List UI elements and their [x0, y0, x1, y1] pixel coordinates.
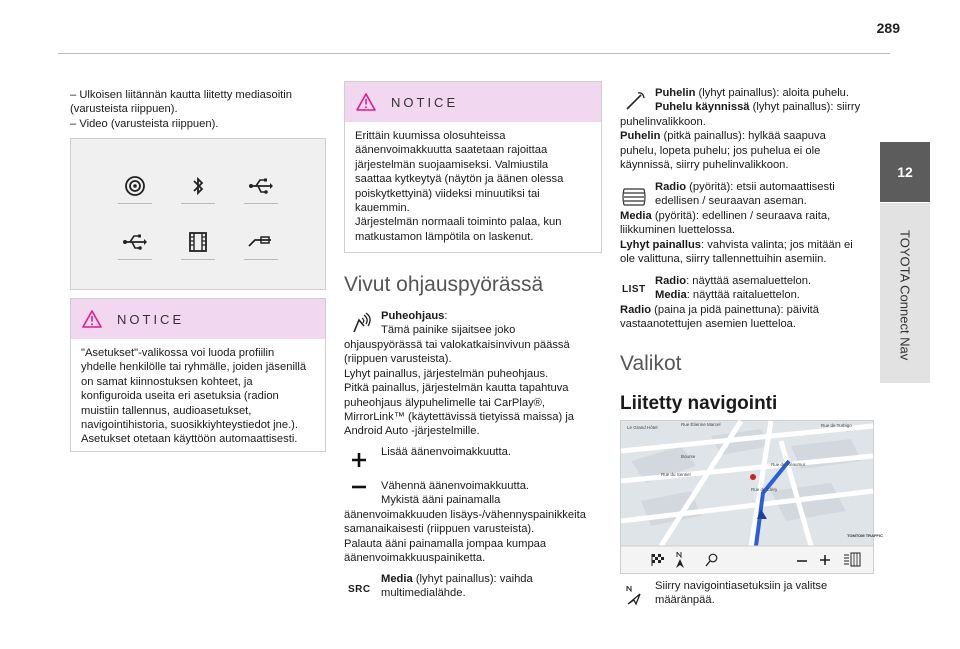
radio-rest: (pyöritä): etsii automaattisesti	[686, 181, 835, 193]
notice-temperature	[344, 81, 602, 253]
radio-bold: Radio	[655, 181, 687, 193]
notice-line: järjestelmän suojaamiseksi. Valmiustila	[355, 158, 549, 171]
media-source-aux	[231, 231, 291, 281]
notice-line: muistiin tallennus, audioasetukset,	[81, 404, 252, 417]
notice-line: matkustamon lämpötila on laskenut.	[355, 230, 534, 243]
media-bold: Media	[620, 210, 652, 222]
notice-line: yhdelle henkilölle tai ryhmälle, joiden jäsenillä	[81, 361, 307, 374]
minus-icon	[351, 484, 367, 490]
volume-down-line: Mykistä ääni painamalla	[381, 494, 501, 507]
volume-up-text: Lisää äänenvoimakkuutta.	[381, 446, 511, 458]
phone-long-rest: (pitkä painallus): hylkää saapuva	[660, 130, 826, 143]
notice-line: "Asetukset"-valikossa voi luoda profiilin	[81, 347, 275, 359]
intro-line: – Ulkoisen liitännän kautta liitetty mediasoitin	[70, 89, 293, 101]
voice-title: Puheohjaus	[381, 310, 445, 322]
media-line	[620, 238, 875, 252]
src-label: SRC	[348, 584, 371, 595]
list-radio-bold: Radio	[655, 275, 687, 287]
phone-line	[655, 100, 870, 114]
voice-head	[381, 309, 601, 338]
navigation-arrow-icon[interactable]	[673, 551, 687, 569]
chapter-number-tab	[880, 142, 930, 202]
voice-title-line	[381, 309, 601, 323]
radio-icon	[124, 175, 146, 197]
phone-line: puhelinvalikkoon.	[620, 116, 706, 128]
media-line: liikkuminen luettelossa.	[620, 224, 736, 237]
aux-icon	[247, 231, 275, 253]
call-rest: (lyhyt painallus): siirry	[749, 101, 861, 114]
section-heading-menus: Valikot	[620, 352, 682, 375]
traffic-label: TOMTOM TRAFFIC	[847, 533, 883, 538]
navigation-map-screenshot	[620, 420, 883, 574]
list-radio-rest: : näyttää asemaluettelon.	[686, 275, 812, 287]
notice-header	[71, 299, 325, 339]
map-label: Bourse	[681, 454, 696, 459]
map-label: Rue du Sentier	[661, 472, 692, 477]
map-label: Rue de Réaumur	[771, 462, 806, 467]
list-long-bold: Radio	[620, 304, 652, 316]
media-source-usb-2	[105, 231, 165, 281]
bluetooth-icon	[187, 175, 209, 197]
usb-icon	[122, 231, 148, 253]
navigation-line: määränpää.	[655, 594, 715, 607]
chapter-label: TOYOTA Connect Nav	[897, 229, 913, 361]
voice-line: Pitkä painallus, järjestelmän kautta tapahtuva	[344, 382, 569, 395]
navigation-line: Siirry navigointiasetuksiin ja valitse	[655, 580, 828, 592]
notice-line: Erittäin kuumissa olosuhteissa	[355, 130, 506, 142]
list-line	[620, 303, 875, 317]
volume-down-line: äänenvoimakkuuspainiketta.	[344, 552, 486, 565]
notice-line: konfiguroida useita eri asetuksia (radion	[81, 390, 279, 403]
phone-text	[620, 115, 875, 173]
voice-command-icon	[350, 312, 372, 334]
phone-line: käynnissä, siirry puhelinvalikkoon.	[620, 159, 789, 172]
radio-line	[655, 180, 870, 194]
video-icon	[187, 231, 209, 253]
section-heading-connected-nav: Liitetty navigointi	[620, 393, 778, 414]
notice-line: Asetukset otetaan käyttöön automaattisesti.	[81, 433, 298, 446]
list-label: LIST	[622, 284, 646, 295]
phone-bold: Puhelin	[655, 87, 696, 99]
notice-line: poiskytkettyinä) viideksi minuutiksi tai	[355, 187, 540, 200]
media-text	[620, 209, 875, 267]
media-line	[620, 209, 875, 223]
volume-down-line: samanaikaisesti (riippuen varusteista).	[344, 523, 535, 536]
media-rest: (pyöritä): edellinen / seuraava raita,	[651, 210, 831, 222]
volume-down-line: Palauta ääni painamalla jompaa kumpaa	[344, 537, 547, 550]
header-rule	[58, 53, 890, 54]
list-head	[655, 274, 870, 303]
short-rest: : vahvista valinta; jos mitään ei	[701, 238, 853, 251]
notice-title: NOTICE	[117, 311, 185, 327]
list-media-rest: : näyttää raitaluettelon.	[686, 289, 800, 302]
warning-icon	[81, 309, 103, 329]
volume-down-line: äänenvoimakkuuden lisäys-/vähennyspainikkeita	[344, 509, 586, 521]
intro-line: – Video (varusteista riippuen).	[70, 117, 219, 130]
notice-body	[71, 339, 325, 447]
map-label: Le Grand Hôtel	[627, 425, 658, 430]
list-long-rest: (paina ja pidä painettuna): päivitä	[651, 304, 820, 316]
notice-body	[345, 122, 601, 244]
list-line: vastaanotettujen asemien luetteloa.	[620, 318, 797, 331]
radio-head	[655, 180, 870, 209]
notice-line: äänenvoimakkuutta saatetaan rajoittaa	[355, 144, 548, 157]
notice-profiles	[70, 298, 326, 452]
media-source-panel	[70, 138, 326, 290]
media-line: ole valittuna, siirry tallennettuihin asemiin.	[620, 253, 827, 266]
list-line	[655, 288, 870, 302]
notice-line: Järjestelmän normaali toiminto palaa, kun	[355, 216, 562, 229]
phone-line	[655, 86, 870, 100]
map-label: Rue Étienne Marcel	[681, 422, 721, 427]
call-bold: Puhelu käynnissä	[655, 101, 750, 114]
phone-head	[655, 86, 870, 115]
scroll-wheel-icon	[622, 186, 646, 208]
map-menu-icon[interactable]	[843, 552, 861, 568]
voice-line: Tämä painike sijaitsee joko	[381, 324, 516, 337]
phone-long-bold: Puhelin	[620, 130, 661, 143]
checkered-flag-icon[interactable]	[651, 553, 665, 567]
phone-line: puhelu, lopeta puhelu; jos puhelua ei ole	[620, 144, 821, 157]
notice-header	[345, 82, 601, 122]
src-line	[381, 572, 601, 586]
plus-icon	[351, 452, 367, 468]
navigation-icon	[624, 584, 644, 606]
page-number: 289	[876, 20, 900, 36]
voice-line: ohjauspyörässä tai valokatkaisinvivun päässä	[344, 339, 570, 351]
search-icon[interactable]	[705, 553, 719, 567]
intro-line: (varusteista riippuen).	[70, 103, 178, 116]
notice-line: kauemmin.	[355, 202, 410, 215]
voice-line: Lyhyt painallus, järjestelmän puheohjaus.	[344, 367, 549, 380]
warning-icon	[355, 92, 377, 112]
list-text	[620, 303, 875, 332]
volume-down-head	[381, 479, 601, 508]
map-label: Rue de Turbigo	[821, 423, 852, 428]
voice-colon: :	[444, 310, 448, 322]
voice-line: (riippuen varusteista).	[344, 353, 452, 366]
navigation-text	[655, 579, 870, 608]
zoom-in-icon[interactable]	[819, 554, 831, 566]
notice-line: saattaa kytkeytyä (näytön ja äänen olessa	[355, 173, 564, 186]
voice-line: puheohjaus älypuhelimelle tai CarPlay®,	[344, 396, 546, 409]
map-label: Rue de Cléry	[751, 487, 778, 492]
phone-icon	[624, 90, 646, 112]
voice-text	[344, 338, 604, 439]
voice-line: Android Auto -järjestelmille.	[344, 425, 480, 438]
notice-line: navigointihistoria, suosikkiyhteystiedot jne.).	[81, 419, 299, 432]
src-rest: (lyhyt painallus): vaihda	[412, 573, 533, 585]
media-source-video	[168, 231, 228, 281]
usb-icon	[248, 175, 274, 197]
list-media-bold: Media	[655, 289, 687, 302]
notice-line: on samat kiinnostuksen kohteet, ja	[81, 375, 253, 388]
volume-down-line: Vähennä äänenvoimakkuutta.	[381, 480, 530, 492]
section-heading-steering: Vivut ohjauspyörässä	[344, 273, 544, 296]
phone-line	[620, 129, 875, 143]
phone-rest: (lyhyt painallus): aloita puhelu.	[695, 87, 850, 99]
zoom-out-icon[interactable]	[796, 559, 808, 563]
short-bold: Lyhyt painallus	[620, 238, 702, 251]
src-text	[381, 572, 601, 601]
voice-line: MirrorLink™ (käytettävissä tietyissä maissa) ja	[344, 411, 575, 424]
radio-line: edellisen / seuraavan aseman.	[655, 195, 807, 208]
chapter-label-wrap	[880, 210, 930, 380]
media-source-radio	[105, 175, 165, 225]
map-graphic	[621, 421, 883, 573]
intro-text	[70, 88, 320, 131]
notice-title: NOTICE	[391, 94, 459, 110]
src-line: multimedialähde.	[381, 587, 466, 600]
chapter-number: 12	[897, 164, 913, 180]
media-source-bluetooth	[168, 175, 228, 225]
media-source-usb	[231, 175, 291, 225]
list-line	[655, 274, 870, 288]
volume-down-text	[344, 508, 604, 566]
src-bold: Media	[381, 573, 413, 585]
